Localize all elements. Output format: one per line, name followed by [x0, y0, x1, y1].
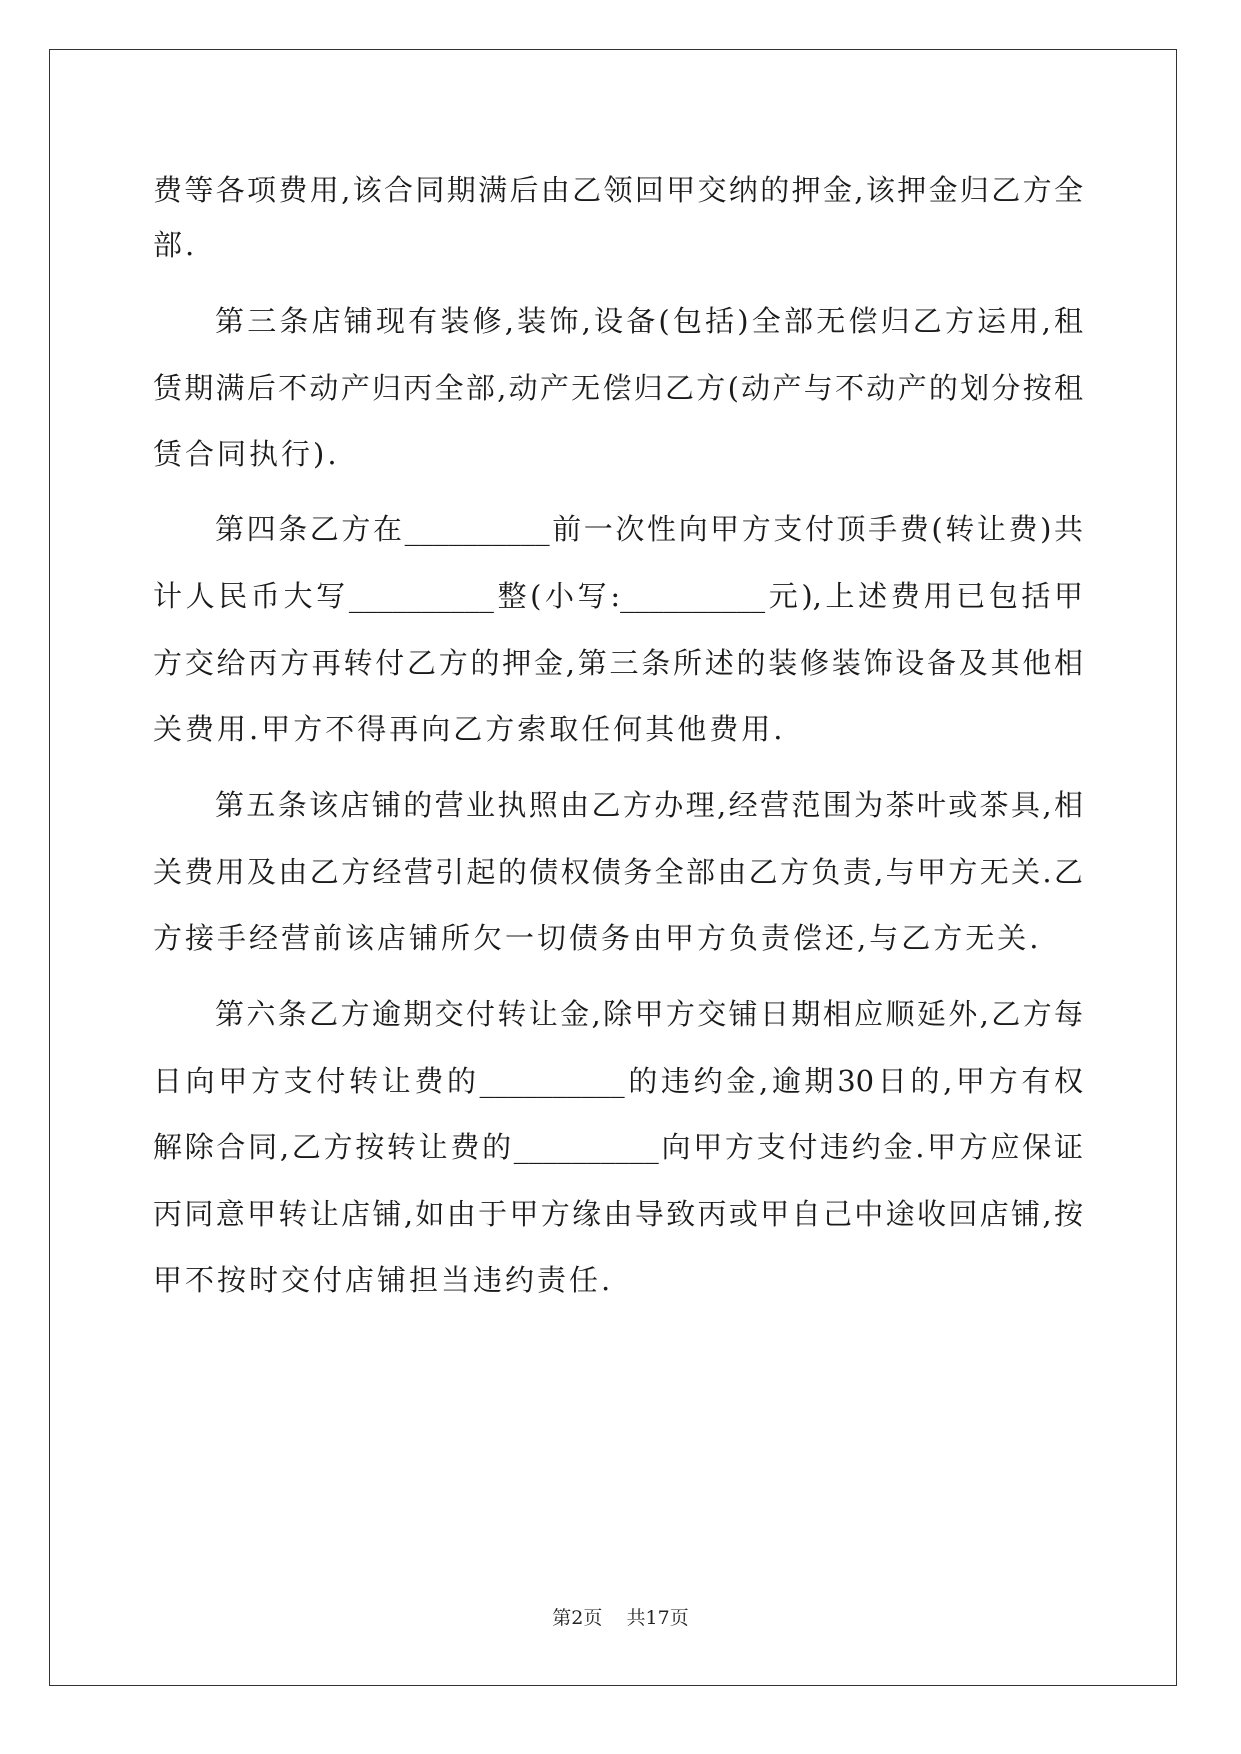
text-line: 部. — [153, 228, 198, 262]
page-total: 共17页 — [626, 1607, 689, 1629]
text-line: 丙同意甲转让店铺,如由于甲方缘由导致丙或甲自己中途收回店铺,按 — [153, 1197, 1083, 1231]
text-line: 赁合同执行). — [153, 437, 340, 471]
text-line: 第三条店铺现有装修,装饰,设备(包括)全部无偿归乙方运用,租 — [215, 304, 1083, 338]
text-line: 第六条乙方逾期交付转让金,除甲方交铺日期相应顺延外,乙方每 — [215, 997, 1083, 1031]
text-line: 第五条该店铺的营业执照由乙方办理,经营范围为茶叶或茶具,相 — [215, 788, 1083, 822]
text-line: 日向甲方支付转让费的__________的违约金,逾期30日的,甲方有权 — [153, 1064, 1083, 1098]
text-line: 关费用.甲方不得再向乙方索取任何其他费用. — [153, 712, 786, 746]
text-line: 费等各项费用,该合同期满后由乙领回甲交纳的押金,该押金归乙方全 — [153, 173, 1083, 207]
page-footer — [0, 1606, 1241, 1630]
text-line: 方交给丙方再转付乙方的押金,第三条所述的装修装饰设备及其他相 — [153, 646, 1083, 680]
text-line: 方接手经营前该店铺所欠一切债务由甲方负责偿还,与乙方无关. — [153, 921, 1042, 955]
text-line: 关费用及由乙方经营引起的债权债务全部由乙方负责,与甲方无关.乙 — [153, 855, 1083, 889]
text-line: 计人民币大写__________整(小写:__________元),上述费用已包括甲 — [153, 579, 1083, 613]
text-line: 解除合同,乙方按转让费的__________向甲方支付违约金.甲方应保证 — [153, 1130, 1083, 1164]
text-line: 甲不按时交付店铺担当违约责任. — [153, 1263, 614, 1297]
text-line: 赁期满后不动产归丙全部,动产无偿归乙方(动产与不动产的划分按租 — [153, 371, 1083, 405]
text-line: 第四条乙方在__________前一次性向甲方支付顶手费(转让费)共 — [215, 512, 1083, 546]
page-number: 第2页 — [552, 1607, 603, 1629]
